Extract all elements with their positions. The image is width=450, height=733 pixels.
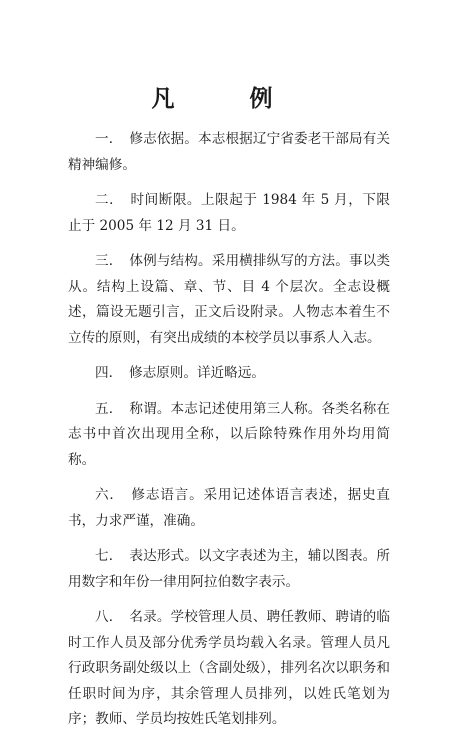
document-body: [68, 127, 390, 733]
paragraph-6: 六． 修志语言。采用记述体语言表述，据史直书，力求严谨，准确。: [68, 487, 390, 529]
paragraph-3: 三． 体例与结构。采用横排纵写的方法。事以类从。结构上设篇、章、节、目 4 个层次。全志设概述，篇设无题引言，正文后设附录。人物志本着生不立传的原则，有突出成绩的本校学员以事系人入志。: [68, 253, 390, 346]
paragraph-5: 五． 称谓。本志记述使用第三人称。各类名称在志书中首次出现用全称，以后除特殊作用外均用简称。: [68, 400, 390, 468]
paragraph-4: 四． 修志原则。详近略远。: [95, 365, 265, 381]
paragraph-1: 一． 修志依据。本志根据辽宁省委老干部局有关精神编修。: [68, 131, 390, 173]
paragraph-7: 七． 表达形式。以文字表述为主，辅以图表。所用数字和年份一律用阿拉伯数字表示。: [68, 548, 390, 590]
page-title: 凡 例: [151, 85, 299, 112]
paragraph-2: 二． 时间断限。上限起于 1984 年 5 月，下限止于 2005 年 12 月 31 日。: [68, 192, 390, 234]
paragraph-8: 八． 名录。学校管理人员、聘任教师、聘请的临时工作人员及部分优秀学员均载入名录。管理人员凡行政职务副处级以上（含副处级），排列名次以职务和任职时间为序，其余管理人员排列，以姓氏笔划为序；教师、学员均按姓氏笔划排列。: [68, 609, 390, 727]
